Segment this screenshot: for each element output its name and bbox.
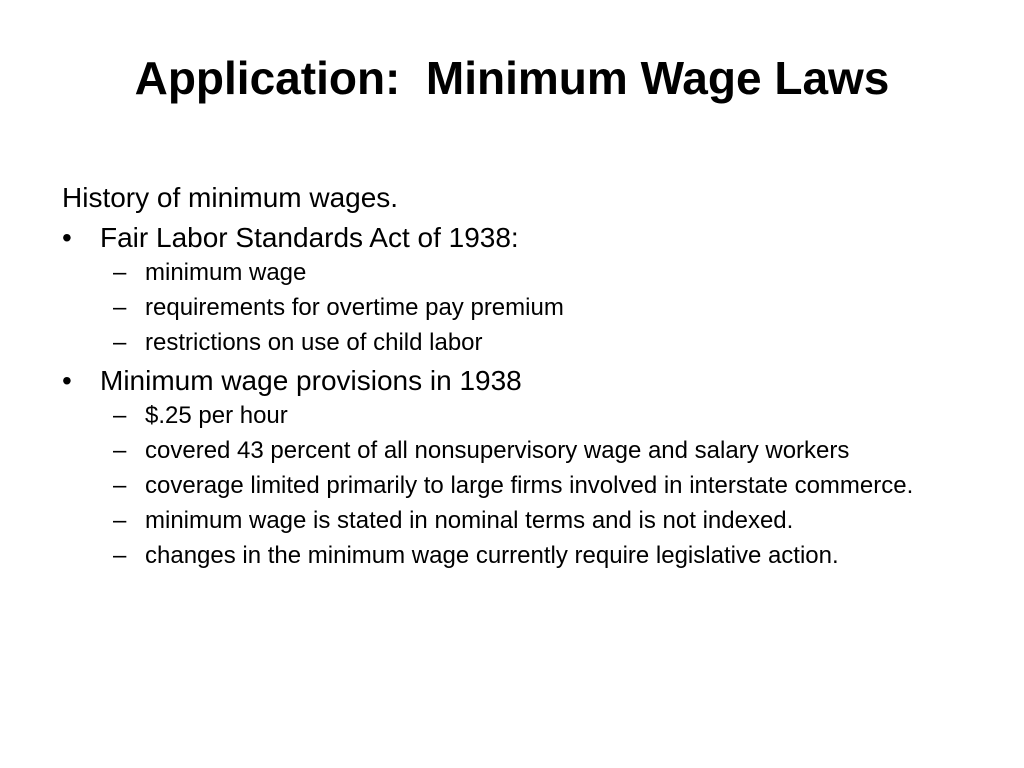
bullet-text: Fair Labor Standards Act of 1938: (100, 222, 519, 253)
sub-bullet-marker: – (113, 437, 127, 464)
slide-body (62, 178, 942, 577)
sub-bullet-item (62, 259, 942, 286)
sub-bullet-text: changes in the minimum wage currently require legislative action. (145, 542, 839, 569)
sub-bullet-text: restrictions on use of child labor (145, 329, 483, 356)
sub-bullet-item (62, 294, 942, 321)
sub-bullet-text: covered 43 percent of all nonsupervisory wage and salary workers (145, 437, 850, 464)
sub-bullet-marker: – (113, 294, 127, 321)
sub-bullet-text: coverage limited primarily to large firms involved in interstate commerce. (145, 472, 914, 499)
sub-bullet-text: minimum wage (145, 259, 307, 286)
sub-bullet-item (62, 329, 942, 356)
sub-bullet-list (62, 402, 942, 569)
intro-text: History of minimum wages. (62, 182, 399, 213)
sub-bullet-marker: – (113, 542, 127, 569)
bullet-text: Minimum wage provisions in 1938 (100, 365, 522, 396)
sub-bullet-item (62, 402, 942, 429)
sub-bullet-marker: – (113, 329, 127, 356)
sub-bullet-text: minimum wage is stated in nominal terms and is not indexed. (145, 507, 794, 534)
sub-bullet-item (62, 507, 942, 534)
sub-bullet-text: requirements for overtime pay premium (145, 294, 564, 321)
sub-bullet-marker: – (113, 472, 127, 499)
slide-title: Application: Minimum Wage Laws (134, 52, 890, 104)
sub-bullet-item (62, 437, 942, 464)
sub-bullet-list (62, 259, 942, 356)
bullet-item (62, 364, 942, 398)
sub-bullet-text: $.25 per hour (145, 402, 288, 429)
bullet-marker: • (62, 222, 72, 253)
sub-bullet-marker: – (113, 507, 127, 534)
sub-bullet-marker: – (113, 259, 127, 286)
bullet-marker: • (62, 365, 72, 396)
bullet-item (62, 221, 942, 255)
sub-bullet-marker: – (113, 402, 127, 429)
sub-bullet-item (62, 472, 942, 499)
sub-bullet-item (62, 542, 942, 569)
